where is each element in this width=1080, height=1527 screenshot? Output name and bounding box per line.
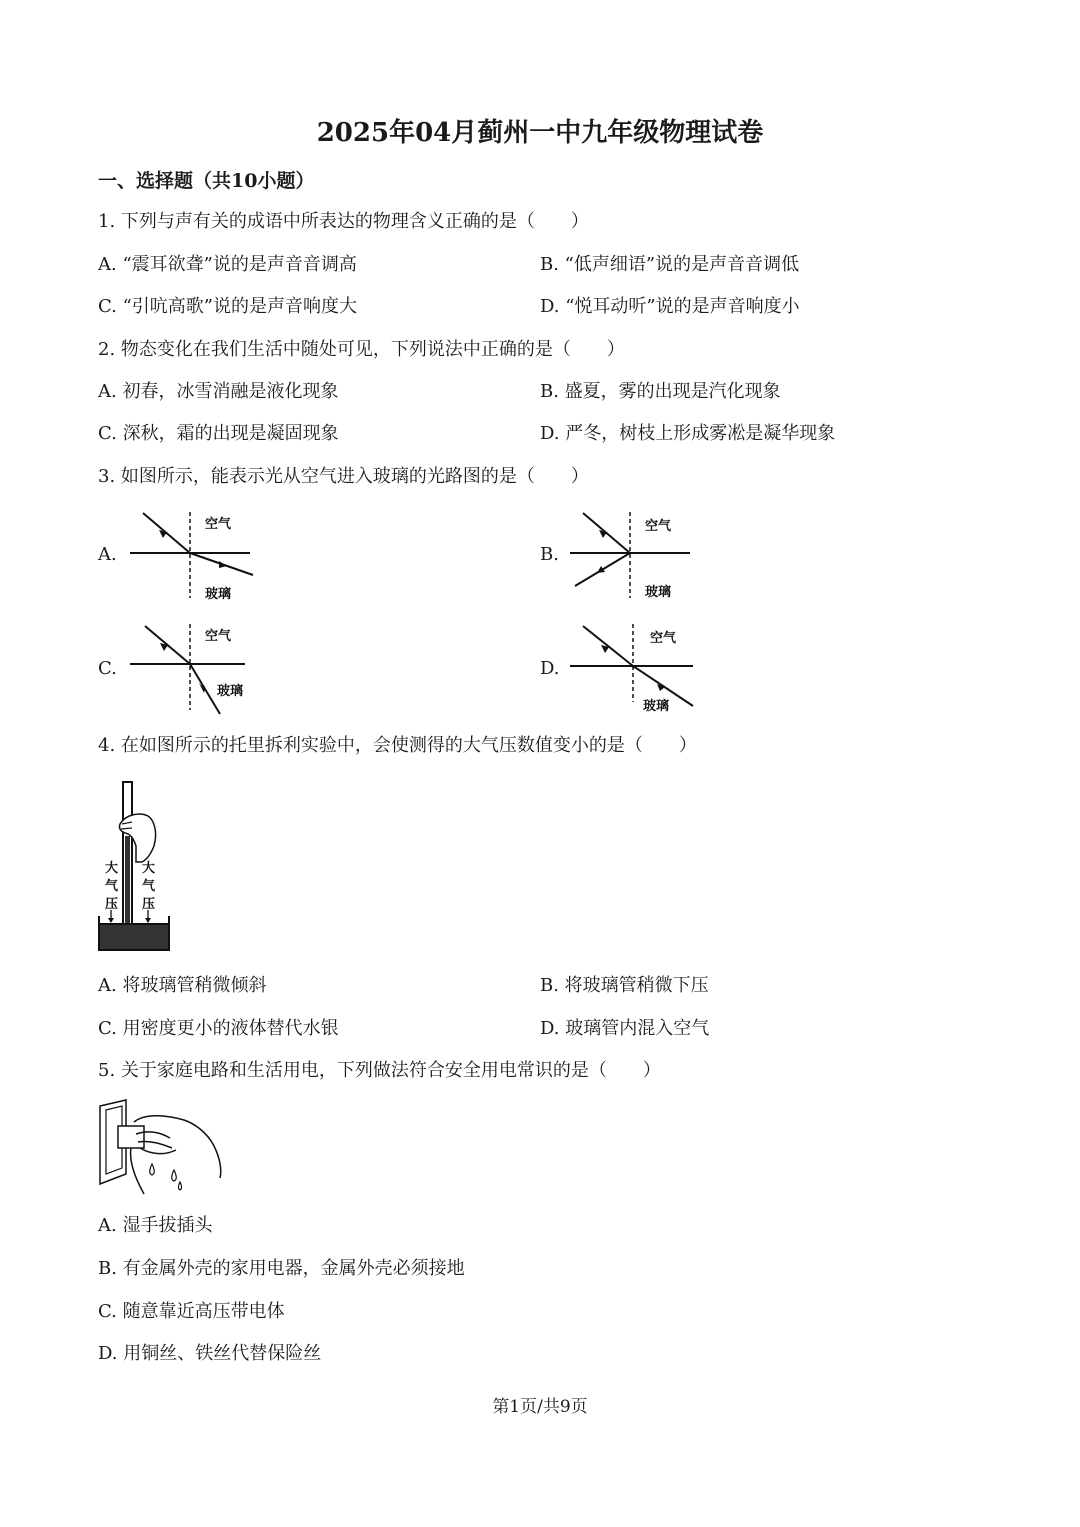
q1-option-c: C. “引吭高歌”说的是声音响度大	[98, 296, 357, 317]
q4-option-c: C. 用密度更小的液体替代水银	[98, 1018, 339, 1039]
q3-label-d: D.	[540, 658, 560, 679]
q4-option-a: A. 将玻璃管稍微倾斜	[98, 975, 267, 996]
q3b-air-label: 空气	[645, 519, 672, 534]
page-title: 2025年04月蓟州一中九年级物理试卷	[316, 118, 764, 148]
wet-hand-plug-figure	[96, 1098, 226, 1196]
atm-char-2-left: 气	[105, 879, 119, 894]
q3-label-b: B.	[540, 544, 559, 565]
atm-char-1-right: 大	[142, 861, 156, 876]
q2-option-b: B. 盛夏，雾的出现是汽化现象	[540, 381, 781, 402]
torricelli-figure	[96, 776, 172, 954]
q3-figure-c	[125, 620, 260, 720]
q1-stem: 1. 下列与声有关的成语中所表达的物理含义正确的是（ ）	[98, 211, 589, 232]
q5-stem: 5. 关于家庭电路和生活用电，下列做法符合安全用电常识的是（ ）	[98, 1060, 661, 1081]
q5-option-c: C. 随意靠近高压带电体	[98, 1301, 285, 1322]
q3b-glass-label: 玻璃	[645, 585, 672, 600]
q4-stem: 4. 在如图所示的托里拆利实验中，会使测得的大气压数值变小的是（ ）	[98, 735, 697, 756]
q5-option-b: B. 有金属外壳的家用电器，金属外壳必须接地	[98, 1258, 465, 1279]
q3c-air-label: 空气	[205, 629, 232, 644]
q2-stem: 2. 物态变化在我们生活中随处可见，下列说法中正确的是（ ）	[98, 339, 625, 360]
q3-figure-b	[565, 508, 700, 603]
q2-option-c: C. 深秋，霜的出现是凝固现象	[98, 423, 339, 444]
q4-option-b: B. 将玻璃管稍微下压	[540, 975, 709, 996]
q3c-glass-label: 玻璃	[217, 684, 244, 699]
q4-option-d: D. 玻璃管内混入空气	[540, 1018, 710, 1039]
q1-option-d: D. “悦耳动听”说的是声音响度小	[540, 296, 800, 317]
q3-figure-d	[565, 620, 700, 720]
q3-label-a: A.	[98, 544, 117, 565]
q5-option-a: A. 湿手拔插头	[98, 1215, 213, 1236]
q3a-air-label: 空气	[205, 517, 232, 532]
page-footer: 第1页/共9页	[492, 1397, 588, 1417]
q3d-air-label: 空气	[650, 631, 677, 646]
q1-option-b: B. “低声细语”说的是声音音调低	[540, 254, 800, 275]
q3-label-c: C.	[98, 658, 117, 679]
q2-option-d: D. 严冬，树枝上形成雾凇是凝华现象	[540, 423, 836, 444]
q3-stem: 3. 如图所示，能表示光从空气进入玻璃的光路图的是（ ）	[98, 466, 589, 487]
section-heading: 一、选择题（共10小题）	[98, 170, 315, 192]
atm-char-3-right: 压	[142, 897, 156, 912]
atm-char-2-right: 气	[142, 879, 156, 894]
q2-option-a: A. 初春，冰雪消融是液化现象	[98, 381, 339, 402]
q3-figure-a	[125, 508, 260, 603]
q3a-glass-label: 玻璃	[205, 587, 232, 602]
atm-char-3-left: 压	[105, 897, 119, 912]
q1-option-a: A. “震耳欲聋”说的是声音音调高	[98, 254, 357, 275]
q5-option-d: D. 用铜丝、铁丝代替保险丝	[98, 1343, 322, 1364]
atm-char-1-left: 大	[105, 861, 119, 876]
q3d-glass-label: 玻璃	[643, 699, 670, 714]
